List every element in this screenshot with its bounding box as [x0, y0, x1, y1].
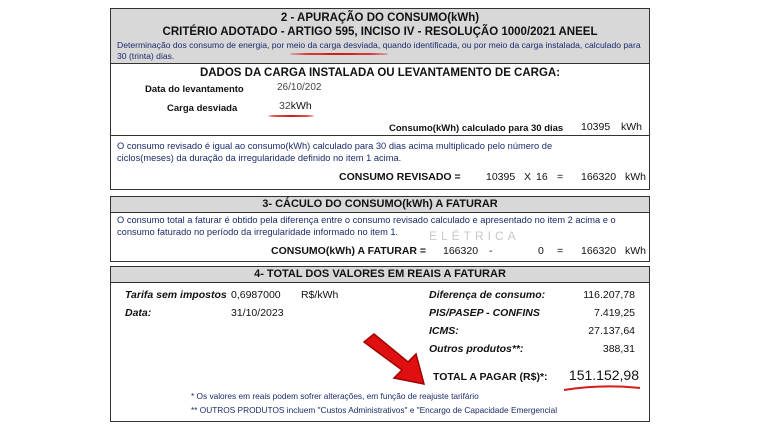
underline-total-annotation [562, 382, 642, 394]
diferenca-value: 116.207,78 [583, 289, 635, 301]
data-label: Data: [125, 307, 152, 319]
revisado-desc-line1: O consumo revisado é igual ao consumo(kWh) calculado para 30 dias acima multiplicado pelo número de [117, 141, 553, 151]
data-levantamento-value: 26/10/202 [277, 82, 322, 93]
consumo-faturar-result: 166320 [581, 245, 617, 257]
consumo-revisado-unit: kWh [625, 171, 646, 183]
consumo-30-label: Consumo(kWh) calculado para 30 dias [389, 123, 564, 134]
pis-value: 7.419,25 [594, 307, 635, 319]
note-2: ** OUTROS PRODUTOS incluem "Custos Administrativos" e "Encargo de Capacidade Emergencial [191, 405, 558, 415]
total-value: 151.152,98 [568, 367, 639, 383]
consumo-faturar-b: 0 [538, 245, 544, 257]
consumo-revisado-label: CONSUMO REVISADO = [339, 171, 461, 183]
consumo-faturar-unit: kWh [625, 245, 646, 257]
section-3-title: 3- CÁCULO DO CONSUMO(kWh) A FATURAR [262, 198, 498, 210]
revisado-desc-line2: ciclos(meses) da duração da irregularidade definido no item 1 acima. [117, 153, 402, 163]
pis-label: PIS/PASEP - CONFINS [429, 307, 540, 319]
section-2-desc-line2: 30 (trinta) dias. [117, 51, 175, 61]
consumo-faturar-op: - [489, 245, 493, 257]
consumo-revisado-a: 10395 [486, 171, 516, 183]
carga-desviada-label: Carga desviada [167, 103, 238, 114]
red-arrow-icon [360, 332, 440, 392]
section-3-desc-line1: O consumo total a faturar é obtido pela diferença entre o consumo revisado calculado e apresentado no item 2 acima e o [117, 215, 616, 225]
data-value: 31/10/2023 [231, 307, 284, 319]
watermark-text: ELÉTRICA [429, 229, 520, 243]
consumo-30-value: 10395 [581, 121, 611, 133]
consumo-30-unit: kWh [621, 121, 642, 133]
section-3-header [111, 197, 649, 213]
consumo-revisado-b: 16 [536, 171, 548, 183]
icms-label: ICMS: [429, 325, 459, 337]
data-levantamento-label: Data do levantamento [145, 84, 244, 95]
section-4-header [111, 267, 649, 283]
icms-value: 27.137,64 [588, 325, 635, 337]
dados-subtitle: DADOS DA CARGA INSTALADA OU LEVANTAMENTO DE CARGA: [199, 67, 561, 79]
section-2-criterio: CRITÉRIO ADOTADO - ARTIGO 595, INCISO IV - RESOLUÇÃO 1000/2021 ANEEL [162, 26, 598, 38]
tarifa-value: 0,6987000 [231, 289, 281, 301]
consumo-revisado-result: 166320 [581, 171, 617, 183]
section-2-title: 2 - APURAÇÃO DO CONSUMO(kWh) [280, 12, 480, 24]
outros-label: Outros produtos**: [429, 343, 524, 355]
outros-value: 388,31 [602, 343, 635, 355]
consumo-faturar-eq: = [557, 245, 564, 257]
consumo-revisado-op: X [524, 171, 532, 183]
section-2-desc-line1: Determinação dos consumo de energia, por meio da carga desviada, quando identificada, ou por meio da carga instalada, calculado para [117, 40, 641, 50]
note-1: * Os valores em reais podem sofrer alterações, em função de reajuste tarifário [191, 391, 479, 401]
consumo-faturar-a: 166320 [443, 245, 479, 257]
carga-desviada-unit: kWh [290, 100, 312, 112]
total-label: TOTAL A PAGAR (R$)*: [433, 371, 548, 383]
section-3-desc-line2: consumo faturado no período da irregularidade informado no item 1. [117, 227, 399, 237]
carga-desviada-value [279, 100, 312, 112]
consumo-revisado-eq: = [557, 171, 564, 183]
section-4-title: 4- TOTAL DOS VALORES EM REAIS A FATURAR [254, 268, 506, 280]
section-2-divider [111, 135, 649, 136]
diferenca-label: Diferença de consumo: [429, 289, 546, 301]
underline-carga-value-annotation [268, 115, 314, 117]
consumo-faturar-label: CONSUMO(kWh) A FATURAR = [271, 245, 427, 257]
tarifa-unit: R$/kWh [301, 289, 339, 301]
section-2-box [110, 8, 650, 190]
tarifa-label: Tarifa sem impostos [125, 289, 227, 301]
carga-desviada-number: 32 [279, 100, 291, 112]
section-3-box [110, 196, 650, 262]
section-2-header [111, 9, 649, 64]
underline-carga-desviada-annotation [290, 53, 388, 55]
